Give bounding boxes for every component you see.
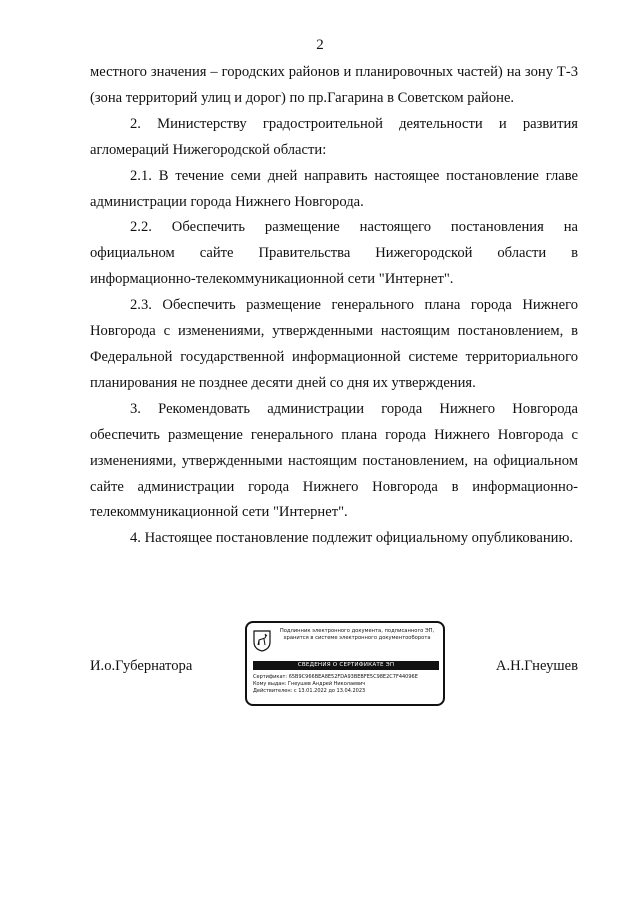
document-body <box>90 60 578 552</box>
paragraph: местного значения – городских районов и планировочных частей) на зону Т-3 (зона территорий улиц и дорог) по пр.Гагарина в Советском районе. <box>90 64 578 106</box>
certificate-owner: Кому выдан: Гнеушев Андрей Николаевич <box>253 681 366 687</box>
signatory-name: А.Н.Гнеушев <box>495 658 578 674</box>
electronic-signature-stamp <box>245 621 445 706</box>
page-number: 2 <box>316 37 324 53</box>
certificate-number: Сертификат: 65B9C966BEA8E52FDA93BEBFE5C98E2C7F44096E <box>253 674 418 680</box>
certificate-validity: Действителен: с 13.01.2022 до 13.04.2023 <box>253 688 366 694</box>
paragraph: 2.1. В течение семи дней направить настоящее постановление главе администрации города Нижнего Новгорода. <box>90 167 578 210</box>
paragraph: 3. Рекомендовать администрации города Нижнего Новгорода обеспечить размещение генерального плана города Нижнего Новгорода с изменениями, утвержденными настоящим постановлением, на официальном сайте администрации города Нижнего Новгорода в информационно-телекоммуникационной сети "Интернет". <box>90 400 578 521</box>
stamp-note: Подлинник электронного документа, подписанного ЭП, хранится в системе электронного документооборота <box>279 628 435 641</box>
signatory-title: И.о.Губернатора <box>90 658 193 674</box>
paragraph: 2.2. Обеспечить размещение настоящего постановления на официальном сайте Правительства Нижегородской области в информационно-телекоммуникационной сети "Интернет". <box>90 219 578 288</box>
stamp-header: СВЕДЕНИЯ О СЕРТИФИКАТЕ ЭП <box>253 661 439 670</box>
deer-coat-of-arms-icon <box>253 630 271 652</box>
certificate-details <box>253 674 441 695</box>
paragraph: 4. Настоящее постановление подлежит официальному опубликованию. <box>130 530 574 547</box>
paragraph: 2.3. Обеспечить размещение генерального плана города Нижнего Новгорода с изменениями, утвержденными настоящим постановлением, в Федеральной государственной информационной системе территориального планирования не позднее десяти дней со дня их утверждения. <box>90 297 578 391</box>
paragraph: 2. Министерству градостроительной деятельности и развития агломераций Нижегородской области: <box>90 115 578 158</box>
